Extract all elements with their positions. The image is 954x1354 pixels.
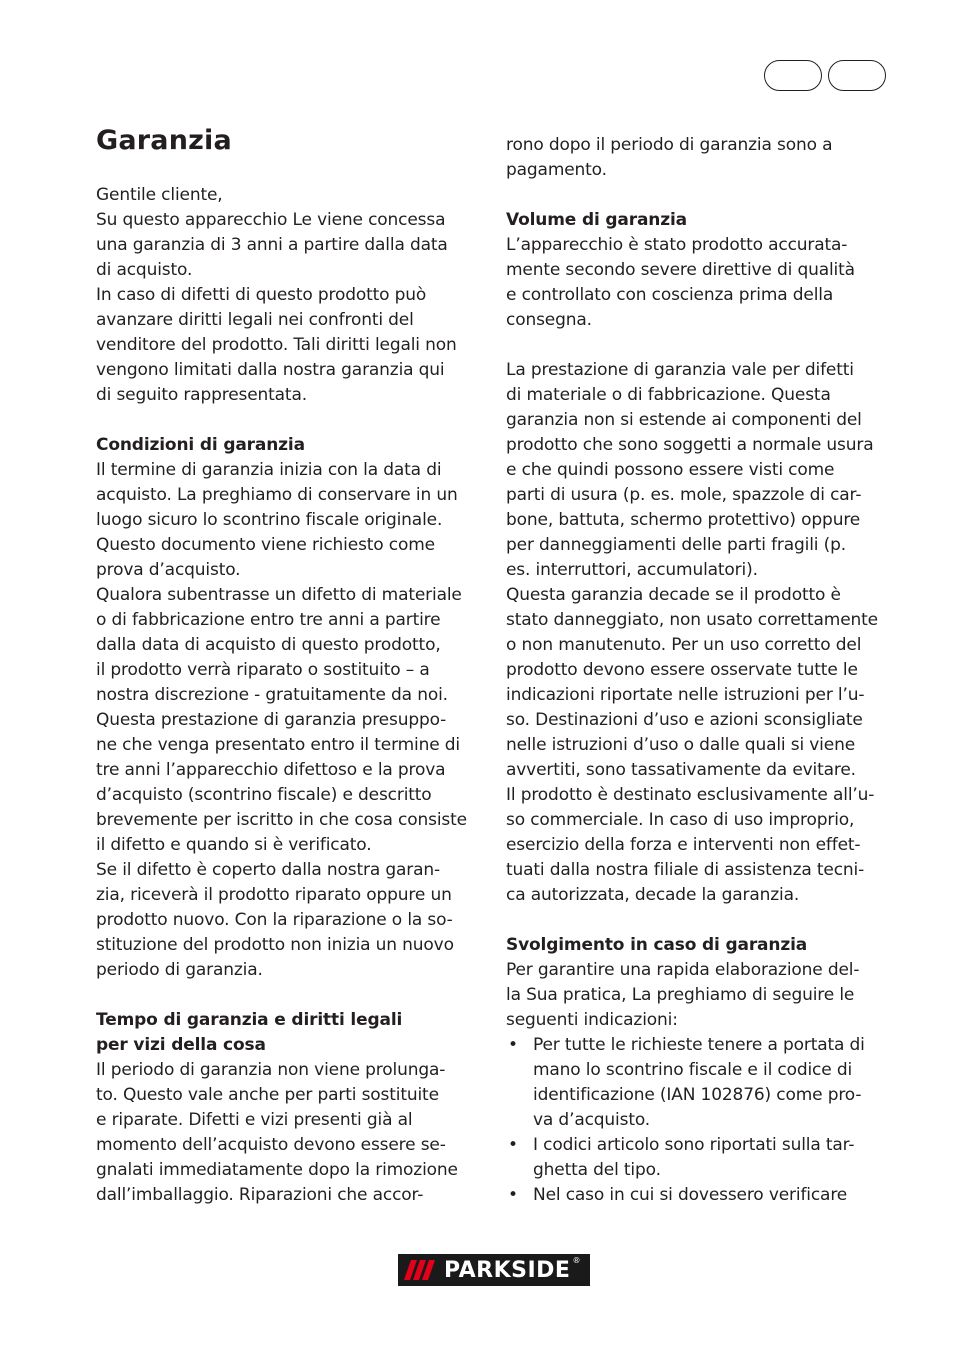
- procedure-list: [506, 1033, 898, 1208]
- scope-heading: Volume di garanzia: [506, 210, 688, 230]
- list-item: [506, 1133, 898, 1183]
- list-item-text: Nel caso in cui si dovessero verificare: [533, 1185, 848, 1205]
- intro-paragraph: Gentile cliente, Su questo apparecchio Le viene concessa una garanzia di 3 anni a partire dalla data di acquisto. In caso di difetti di questo prodotto può avanzare diritti legali nei confronti del venditore del prodotto. Tali diritti legali non vengono limitati dalla nostra garanzia qui di seguito rappresentata.: [96, 185, 457, 405]
- language-badge-left: [764, 60, 822, 91]
- list-item-text: Per tutte le richieste tenere a portata di mano lo scontrino fiscale e il codice di identificazione (IAN 102876) come pro- va d’acquisto.: [533, 1035, 865, 1130]
- registered-mark: ®: [572, 1256, 581, 1265]
- period-heading: Tempo di garanzia e diritti legali per vizi della cosa: [96, 1010, 403, 1055]
- language-badge-right: [828, 60, 886, 91]
- bullet-marker: •: [508, 1135, 519, 1155]
- scope-body-2: La prestazione di garanzia vale per difetti di materiale o di fabbricazione. Questa garanzia non si estende ai componenti del prodotto che sono soggetti a normale usura e che quindi possono essere visti come parti di usura (p. es. mole, spazzole di car- bone, battuta, schermo protettivo) oppure per danneggiamenti delle parti fragili (p. es. interruttori, accumulatori). Questa garanzia decade se il prodotto è stato danneggiato, non usato correttamente o non manutenuto. Per un uso corretto del prodotto devono essere osservate tutte le indicazioni riportate nelle istruzioni per l’u- so. Destinazioni d’uso e azioni sconsigliate nelle istruzioni d’uso o dalle quali si viene avvertiti, sono tassativamente da evitare. Il prodotto è destinato esclusivamente all’u- so commerciale. In caso di uso improprio, esercizio della forza e interventi non effet- tuati dalla nostra filiale di assistenza tecni- ca autorizzata, decade la garanzia.: [506, 360, 878, 905]
- language-badges: [764, 60, 892, 91]
- conditions-heading: Condizioni di garanzia: [96, 435, 305, 455]
- logo-wordmark: PARKSIDE: [444, 1257, 571, 1283]
- bullet-marker: •: [508, 1185, 519, 1205]
- bullet-marker: •: [508, 1035, 519, 1055]
- list-item: [506, 1183, 898, 1208]
- parkside-logo: [398, 1254, 590, 1286]
- procedure-body: Per garantire una rapida elaborazione del- la Sua pratica, La preghiamo di seguire le seguenti indicazioni:: [506, 960, 860, 1030]
- list-item: [506, 1033, 898, 1133]
- period-body: Il periodo di garanzia non viene prolunga- to. Questo vale anche per parti sostituite e riparate. Difetti e vizi presenti già al momento dell’acquisto devono essere se- gnalati immediatamente dopo la rimozione dall’imballaggio. Riparazioni che accor-: [96, 1060, 458, 1205]
- scope-body-1: L’apparecchio è stato prodotto accurata- mente secondo severe direttive di qualità e controllato con coscienza prima della consegna.: [506, 235, 855, 330]
- page-title: Garanzia: [96, 125, 232, 156]
- logo-stripes-icon: [398, 1254, 442, 1286]
- continued-paragraph: rono dopo il periodo di garanzia sono a pagamento.: [506, 135, 833, 180]
- conditions-body: Il termine di garanzia inizia con la data di acquisto. La preghiamo di conservare in un luogo sicuro lo scontrino fiscale originale. Questo documento viene richiesto come prova d’acquisto. Qualora subentrasse un difetto di materiale o di fabbricazione entro tre anni a partire dalla data di acquisto di questo prodotto, il prodotto verrà riparato o sostituito – a nostra discrezione - gratuitamente da noi. Questa prestazione di garanzia presuppo- ne che venga presentato entro il termine di tre anni l’apparecchio difettoso e la prova d’acquisto (scontrino fiscale) e descritto brevemente per iscritto in che cosa consiste il difetto e quando si è verificato. Se il difetto è coperto dalla nostra garan- zia, riceverà il prodotto riparato oppure un prodotto nuovo. Con la riparazione o la so- stituzione del prodotto non inizia un nuovo periodo di garanzia.: [96, 460, 467, 980]
- list-item-text: I codici articolo sono riportati sulla tar- ghetta del tipo.: [533, 1135, 855, 1180]
- procedure-heading: Svolgimento in caso di garanzia: [506, 935, 808, 955]
